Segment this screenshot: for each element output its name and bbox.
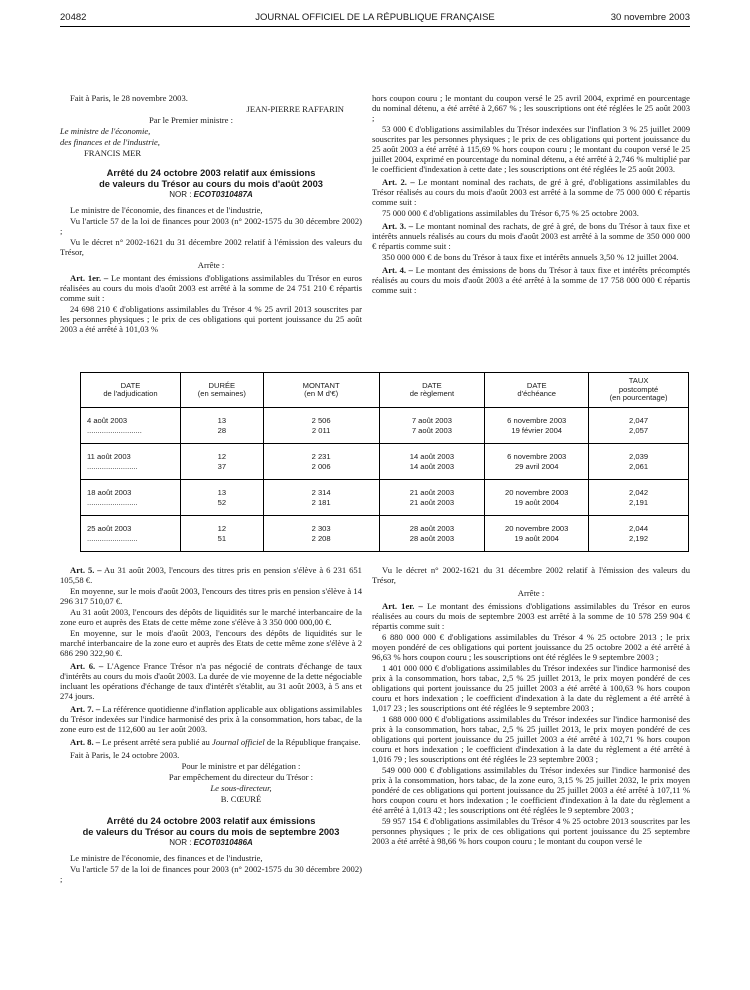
art1-label: Art. 1er. –	[70, 273, 109, 283]
cell-echeance: 20 novembre 2003 19 août 2004	[485, 516, 589, 552]
cell-duree: 13 52	[180, 480, 263, 516]
cell-montant: 2 506 2 011	[263, 408, 379, 444]
page-header	[60, 12, 690, 26]
cell-taux: 2,039 2,061	[589, 444, 689, 480]
nor1	[60, 190, 362, 200]
sept-art1-text: Le montant des émissions d'obligations assimilables du Trésor en euros réalisées au cours du mois de septembre 2003 est arrêté à la somme de 10 578 259 904 € répartis comme suit :	[372, 601, 690, 631]
art3-text: Le montant nominal des rachats, de gré à gré, de bons du Trésor à taux fixe et intérêts annuels réalisés au cours du mois d'août 2003 est arrêté à la somme de 350 000 000 € répartis comme suit :	[372, 221, 690, 251]
rt-art2	[372, 177, 690, 207]
art4-text: Le montant des émissions de bons du Trésor à taux fixe et intérêts précomptés réalisés au cours du mois d'août 2003 a été arrêté à la somme de 17 758 000 000 € répartis comme suit :	[372, 265, 690, 295]
nor2-label: NOR :	[169, 838, 192, 847]
cell-duree: 12 37	[180, 444, 263, 480]
lb-art7	[60, 704, 362, 734]
rb-art1	[372, 601, 690, 631]
rt-art2-p2: 75 000 000 € d'obligations assimilables du Trésor 6,75 % 25 octobre 2003.	[382, 208, 639, 218]
art7-text: La référence quotidienne d'inflation applicable aux obligations assimilables du Trésor indexées sur l'indice harmonisé des prix à la consommation, hors tabac, de la zone euro est de 112,600 au 1er août 2003.	[60, 704, 362, 734]
rt-art4	[372, 265, 690, 295]
minister-title-1: Le ministre de l'économie,	[60, 126, 151, 136]
th-reglement: DATE de règlement	[379, 373, 485, 408]
page-number: 20482	[60, 12, 87, 23]
lt-p2: Vu l'article 57 de la loi de finances pour 2003 (n° 2002-1575 du 30 décembre 2002) ;	[60, 216, 362, 236]
arrete1-title-line1: Arrêté du 24 octobre 2003 relatif aux émissions	[106, 168, 316, 178]
lb-p4: En moyenne, sur le mois d'août 2003, l'encours des dépôts de liquidités sur le marché interbancaire de la zone euro et auprès des Etats de cette même zone s'élève à 2 686 290 322,90 €.	[60, 628, 362, 658]
rt-p1: hors coupon couru ; le montant du coupon versé le 25 avril 2004, exprimé en pourcentage du nominal détenu, a été arrêté à 2,667 % ; les souscriptions ont été réglées le 25 août 2003 ;	[372, 93, 690, 123]
cell-reglement: 28 août 2003 28 août 2003	[379, 516, 485, 552]
lb-deleg1: Pour le ministre et par délégation :	[181, 761, 301, 771]
art8-text-b: de la République française.	[266, 737, 361, 747]
cell-duree: 12 51	[180, 516, 263, 552]
cell-echeance: 6 novembre 2003 29 avril 2004	[485, 444, 589, 480]
lt-arrete: Arrête :	[197, 260, 225, 270]
arrete1-title	[60, 168, 362, 189]
nor1-code: ECOT0310487A	[193, 190, 253, 199]
arrete2-title-line1: Arrêté du 24 octobre 2003 relatif aux émissions	[106, 816, 316, 826]
sept-art1-label: Art. 1er. –	[382, 601, 423, 611]
art8-label: Art. 8. –	[70, 737, 101, 747]
adjudication-table	[80, 372, 689, 552]
art5-text: Au 31 août 2003, l'encours des titres pris en pension s'élève à 6 231 651 105,58 €.	[60, 565, 362, 585]
nor2	[60, 838, 362, 848]
cell-echeance: 6 novembre 2003 19 février 2004	[485, 408, 589, 444]
arrete2-title	[60, 816, 362, 837]
art8-journal: Journal officiel	[212, 737, 265, 747]
lb-deleg2: Par empêchement du directeur du Trésor :	[168, 772, 314, 782]
art7-label: Art. 7. –	[70, 704, 101, 714]
rb-p1: Vu le décret n° 2002-1621 du 31 décembre 2002 relatif à l'émission des valeurs du Trésor,	[372, 565, 690, 585]
rt-p2: 53 000 € d'obligations assimilables du Trésor indexées sur l'inflation 3 % 25 juillet 2009 souscrites par les personnes physiques ; le prix de ces obligations qui portent jouissance du 25 août 2003 a été arrêté à 115,69 % hors coupon couru ; le montant du coupon versé le 25 juillet 2004, exprimé en pourcentage du nominal détenu, a été arrêté à 2,746 % multiplié par le coefficient d'indexation à cette date ; les souscriptions ont été réglées le 25 août 2003.	[372, 124, 690, 174]
lb-art8	[60, 737, 362, 747]
nor2-code: ECOT0310486A	[193, 838, 253, 847]
art2-label: Art. 2. –	[382, 177, 415, 187]
lb-q2: Vu l'article 57 de la loi de finances pour 2003 (n° 2002-1575 du 30 décembre 2002) ;	[60, 864, 362, 884]
rb-p5: 549 000 000 € d'obligations assimilables du Trésor indexées sur l'indice harmonisé des prix à la consommation, hors tabac, de la zone euro, 3,15 % 25 juillet 2032, le prix moyen pondéré de ces obligations qui portent jouissance du 25 juillet 2003 a été arrêté à 107,11 % hors coupon couru et hors indexation ; le coefficient d'indexation à la date du règlement a été arrêté à 1,013 42 ; les souscriptions ont été réglées le 9 septembre 2003 ;	[372, 765, 690, 815]
table-row	[81, 516, 689, 552]
lt-p3: Vu le décret n° 2002-1621 du 31 décembre 2002 relatif à l'émission des valeurs du Trésor,	[60, 237, 362, 257]
rb-p3: 1 401 000 000 € d'obligations assimilables du Trésor indexées sur l'indice harmonisé des prix à la consommation, hors tabac, 2,5 % 25 juillet 2013, le prix moyen pondéré de ces obligations qui portent jouissance du 25 juillet 2003 a été arrêté à 100,63 % hors coupon couru et hors indexation ; le coefficient d'indexation à la date du règlement a été arrêté à 1,017 23 ; les souscriptions ont été réglées le 9 septembre 2003 ;	[372, 663, 690, 713]
cell-adj: 25 août 2003 ........................	[81, 516, 181, 552]
cell-montant: 2 231 2 006	[263, 444, 379, 480]
left-column-top	[60, 93, 362, 335]
signer-name: JEAN-PIERRE RAFFARIN	[246, 104, 344, 114]
cell-taux: 2,047 2,057	[589, 408, 689, 444]
cell-adj: 4 août 2003 ..........................	[81, 408, 181, 444]
art6-label: Art. 6. –	[70, 661, 104, 671]
lt-art1	[60, 273, 362, 303]
rb-p2: 6 880 000 000 € d'obligations assimilables du Trésor 4 % 25 octobre 2013 ; le prix moyen pondéré de ces obligations qui portent jouissance du 25 octobre 2002 a été arrêté à 96,63 % hors coupon couru ; les souscriptions ont été réglées le 9 septembre 2003 ;	[372, 632, 690, 662]
table-row	[81, 444, 689, 480]
left-column-bottom	[60, 565, 362, 885]
art6-text: L'Agence France Trésor n'a pas négocié de contrats d'échange de taux d'intérêts au cours du mois d'août 2003. La durée de vie moyenne de la dette négociable incluant les opérations d'échange de taux d'intérêt s'établit, au 31 août 2003, à 5 ans et 274 jours.	[60, 661, 362, 701]
cell-reglement: 7 août 2003 7 août 2003	[379, 408, 485, 444]
lb-art5	[60, 565, 362, 585]
lb-p2: En moyenne, sur le mois d'août 2003, l'encours des titres pris en pension s'élève à 14 296 317 510,07 €.	[60, 586, 362, 606]
cell-adj: 11 août 2003 ........................	[81, 444, 181, 480]
rb-arrete: Arrête :	[517, 588, 545, 598]
header-rule	[60, 26, 690, 27]
nor1-label: NOR :	[169, 190, 192, 199]
fait-line: Fait à Paris, le 28 novembre 2003.	[70, 93, 188, 103]
lb-art6	[60, 661, 362, 701]
issue-date: 30 novembre 2003	[610, 12, 690, 23]
table-header-row	[81, 373, 689, 408]
cell-adj: 18 août 2003 ........................	[81, 480, 181, 516]
lb-p3: Au 31 août 2003, l'encours des dépôts de liquidités sur le marché interbancaire de la zone euro et auprès des Etats de cette même zone s'élève à 3 350 000 000,00 €.	[60, 607, 362, 627]
art5-label: Art. 5. –	[70, 565, 102, 575]
journal-title: JOURNAL OFFICIEL DE LA RÉPUBLIQUE FRANÇAISE	[255, 12, 495, 23]
minister-name: FRANCIS MER	[84, 148, 142, 158]
art3-label: Art. 3. –	[382, 221, 414, 231]
cell-reglement: 21 août 2003 21 août 2003	[379, 480, 485, 516]
right-column-top	[372, 93, 690, 296]
cell-taux: 2,042 2,191	[589, 480, 689, 516]
lb-fait: Fait à Paris, le 24 octobre 2003.	[70, 750, 180, 760]
rb-p6: 59 957 154 € d'obligations assimilables du Trésor 4 % 25 octobre 2013 souscrites par les personnes physiques ; le prix de ces obligations qui portent jouissance du 25 septembre 2003 a été arrêté à 98,66 % hors coupon couru ; le montant du coupon versé le	[372, 816, 690, 846]
cell-reglement: 14 août 2003 14 août 2003	[379, 444, 485, 480]
lb-deleg4: B. CŒURÉ	[220, 794, 262, 804]
art1-text: Le montant des émissions d'obligations assimilables du Trésor en euros réalisées au cours du mois d'août 2003 est arrêté à la somme de 24 751 210 € répartis comme suit :	[60, 273, 362, 303]
cell-montant: 2 314 2 181	[263, 480, 379, 516]
th-taux: TAUX postcompté (en pourcentage)	[589, 373, 689, 408]
arrete1-title-line2: de valeurs du Trésor au cours du mois d'août 2003	[99, 178, 323, 189]
art4-label: Art. 4. –	[382, 265, 413, 275]
art2-text: Le montant nominal des rachats, de gré à gré, d'obligations assimilables du Trésor réalisés au cours du mois d'août 2003 est arrêté à la somme de 75 000 000 € répartis comme suit :	[372, 177, 691, 207]
th-echeance: DATE d'échéance	[485, 373, 589, 408]
par-le-premier: Par le Premier ministre :	[148, 115, 233, 125]
art8-text-a: Le présent arrêté sera publié au	[102, 737, 210, 747]
th-duree: DURÉE (en semaines)	[180, 373, 263, 408]
cell-taux: 2,044 2,192	[589, 516, 689, 552]
rt-art3	[372, 221, 690, 251]
th-adjudication: DATE de l'adjudication	[81, 373, 181, 408]
lt-p1: Le ministre de l'économie, des finances et de l'industrie,	[70, 205, 263, 215]
right-column-bottom	[372, 565, 690, 847]
cell-echeance: 20 novembre 2003 19 août 2004	[485, 480, 589, 516]
table-row	[81, 480, 689, 516]
th-montant: MONTANT (en M d'€)	[263, 373, 379, 408]
minister-title-2: des finances et de l'industrie,	[60, 137, 160, 147]
rb-p4: 1 688 000 000 € d'obligations assimilables du Trésor indexées sur l'indice harmonisé des prix à la consommation, hors tabac, 2,5 % 25 juillet 2013, le prix moyen pondéré de ces obligations qui portent jouissance du 25 juillet 2003 a été arrêté à 102,71 % hors coupon couru et hors indexation ; le coefficient d'indexation à la date du règlement a été arrêté à 1,016 79 ; les souscriptions ont été réglées le 23 septembre 2003 ;	[372, 714, 690, 764]
lt-art1-p2: 24 698 210 € d'obligations assimilables du Trésor 4 % 25 avril 2013 souscrites par les personnes physiques ; le prix de ces obligations qui portent jouissance du 25 août 2003 a été arrêté à 101,03 %	[60, 304, 362, 334]
cell-duree: 13 28	[180, 408, 263, 444]
lb-deleg3: Le sous-directeur,	[210, 783, 272, 793]
rt-art3-p2: 350 000 000 € de bons du Trésor à taux fixe et intérêts annuels 3,50 % 12 juillet 2004.	[382, 252, 679, 262]
lb-q1: Le ministre de l'économie, des finances et de l'industrie,	[70, 853, 263, 863]
cell-montant: 2 303 2 208	[263, 516, 379, 552]
arrete2-title-line2: de valeurs du Trésor au cours du mois de septembre 2003	[82, 826, 340, 837]
table-row	[81, 408, 689, 444]
